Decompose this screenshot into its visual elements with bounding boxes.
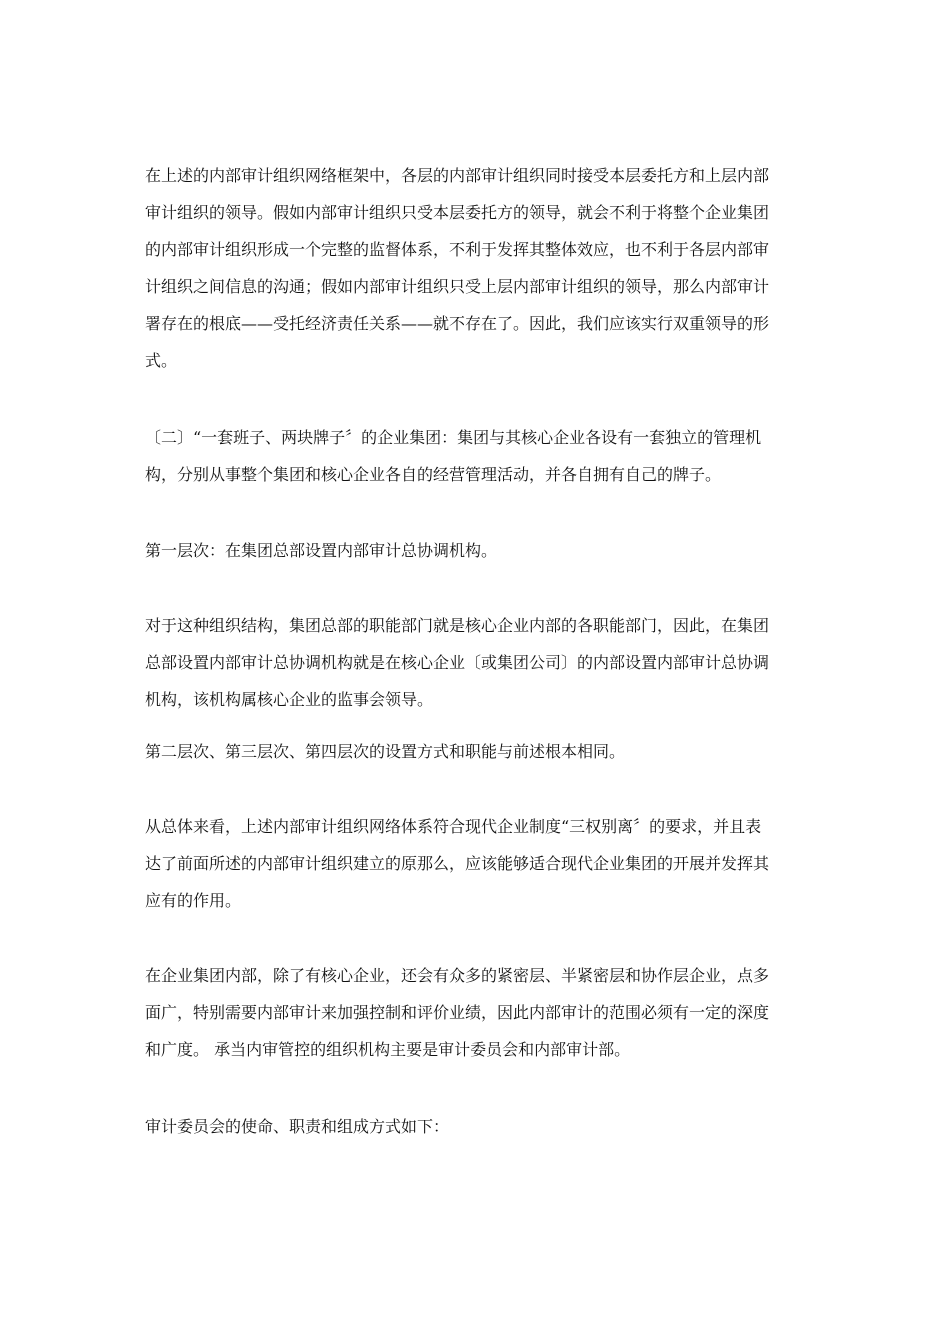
- text-line: 计组织之间信息的沟通；假如内部审计组织只受上层内部审计组织的领导，那么内部审计: [145, 277, 770, 296]
- text-line: 署存在的根底——受托经济责任关系——就不存在了。因此，我们应该实行双重领导的形: [145, 314, 770, 333]
- text-line: 〔二〕“一套班子、两块牌子〞的企业集团：集团与其核心企业各设有一套独立的管理机: [145, 428, 762, 447]
- text-line: 第一层次：在集团总部设置内部审计总协调机构。: [145, 541, 498, 560]
- paragraph-audit-committee: [145, 1108, 810, 1145]
- text-line: 对于这种组织结构，集团总部的职能部门就是核心企业内部的各职能部门，因此，在集团: [145, 616, 770, 635]
- paragraph-org-structure: [145, 607, 810, 718]
- text-line: 和广度。 承当内审管控的组织机构主要是审计委员会和内部审计部。: [145, 1040, 631, 1059]
- text-line: 在上述的内部审计组织网络框架中，各层的内部审计组织同时接受本层委托方和上层内部: [145, 166, 770, 185]
- paragraph-overall-view: [145, 808, 810, 919]
- text-line: 应有的作用。: [145, 891, 242, 910]
- paragraph-network-framework: [145, 157, 810, 379]
- text-line: 第二层次、第三层次、第四层次的设置方式和职能与前述根本相同。: [145, 742, 626, 761]
- text-line: 构，分别从事整个集团和核心企业各自的经营管理活动，并各自拥有自己的牌子。: [145, 465, 722, 484]
- text-line: 达了前面所述的内部审计组织建立的原那么，应该能够适合现代企业集团的开展并发挥其: [145, 854, 770, 873]
- text-line: 在企业集团内部，除了有核心企业，还会有众多的紧密层、半紧密层和协作层企业，点多: [145, 966, 770, 985]
- paragraph-one-team-two-brands: [145, 419, 810, 493]
- text-line: 从总体来看，上述内部审计组织网络体系符合现代企业制度“三权别离〞的要求，并且表: [145, 817, 762, 836]
- paragraph-group-internal: [145, 957, 810, 1068]
- text-line: 审计委员会的使命、职责和组成方式如下：: [145, 1117, 450, 1136]
- paragraph-first-level: [145, 532, 810, 569]
- text-line: 审计组织的领导。假如内部审计组织只受本层委托方的领导，就会不利于将整个企业集团: [145, 203, 770, 222]
- text-line: 式。: [145, 351, 178, 370]
- text-line: 总部设置内部审计总协调机构就是在核心企业〔或集团公司〕的内部设置内部审计总协调: [145, 653, 770, 672]
- text-line: 的内部审计组织形成一个完整的监督体系，不利于发挥其整体效应，也不利于各层内部审: [145, 240, 770, 259]
- text-line: 面广，特别需要内部审计来加强控制和评价业绩，因此内部审计的范围必须有一定的深度: [145, 1003, 770, 1022]
- paragraph-other-levels: [145, 733, 810, 770]
- text-line: 机构，该机构属核心企业的监事会领导。: [145, 690, 434, 709]
